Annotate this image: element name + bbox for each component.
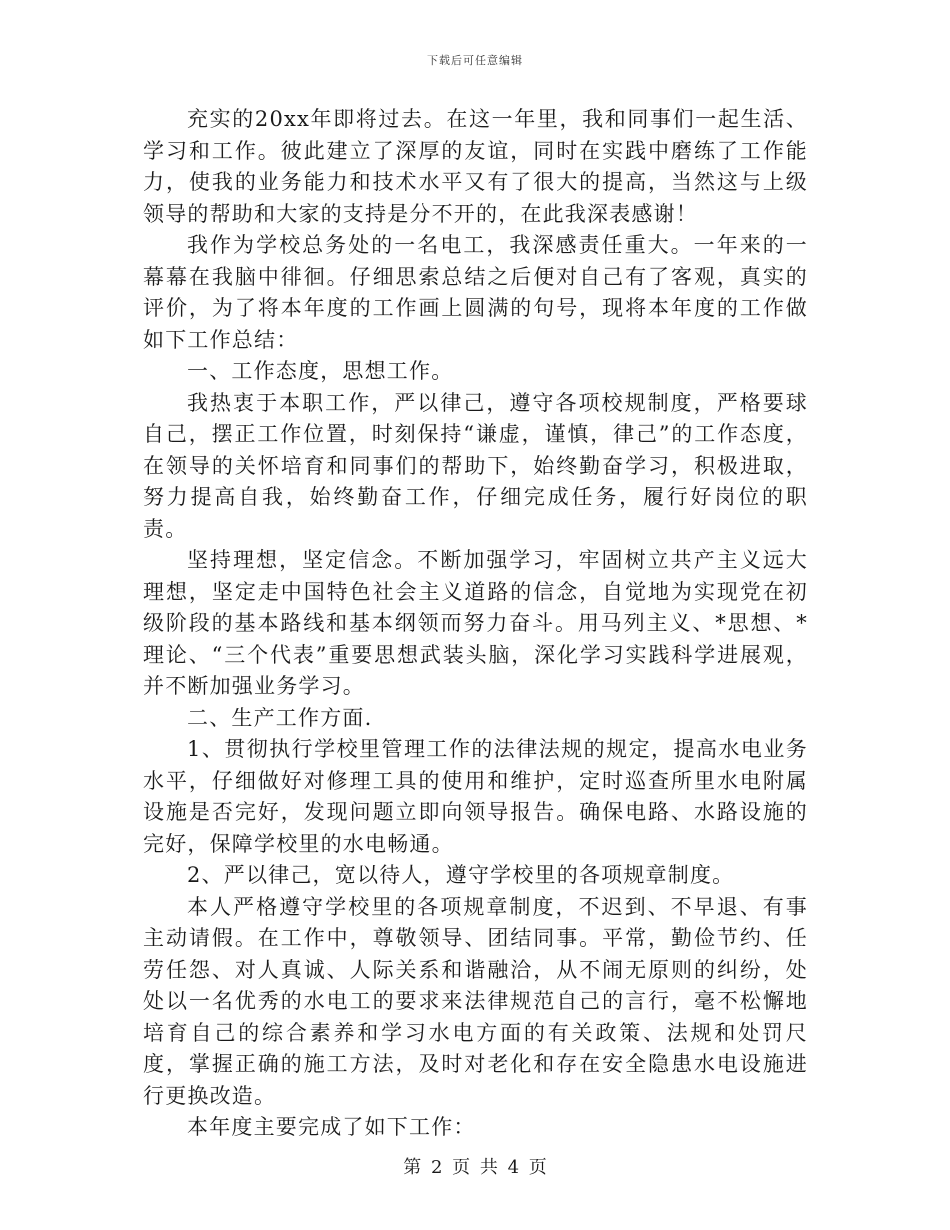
paragraph-ideals: 坚持理想，坚定信念。不断加强学习，牢固树立共产主义远大理想，坚定走中国特色社会主义道路的信念，自觉地为实现党在初级阶段的基本路线和基本纲领而努力奋斗。用马列主义、*思想、*理论、“三个代表”重要思想武装头脑，深化学习实践科学进展观，并不断加强业务学习。 [143,548,808,698]
list-item-2: 2、严以律己，宽以待人，遵守学校里的各项规章制度。 [187,863,735,887]
document-body [143,104,808,1144]
paragraph-work-done: 本年度主要完成了如下工作： [187,1115,476,1139]
section-heading-attitude: 一、工作态度，思想工作。 [187,359,454,383]
page-header: 下载后可任意编辑 [427,54,523,67]
section-heading-production: 二、生产工作方面. [187,705,373,730]
paragraph-role: 我作为学校总务处的一名电工，我深感责任重大。一年来的一幕幕在我脑中徘徊。仔细思索总结之后便对自己有了客观，真实的评价，为了将本年度的工作画上圆满的句号，现将本年度的工作做如下工作总结： [143,233,808,352]
paragraph-intro: 充实的20xx年即将过去。在这一年里，我和同事们一起生活、学习和工作。彼此建立了深厚的友谊，同时在实践中磨练了工作能力，使我的业务能力和技术水平又有了很大的提高，当然这与上级领导的帮助和大家的支持是分不开的，在此我深表感谢！ [143,107,808,226]
page-footer: 第 2 页 共 4 页 [403,1157,547,1178]
list-item-1: 1、贯彻执行学校里管理工作的法律法规的规定，提高水电业务水平，仔细做好对修理工具的使用和维护，定时巡查所里水电附属设施是否完好，发现问题立即向领导报告。确保电路、水路设施的完好，保障学校里的水电畅通。 [143,737,808,856]
paragraph-discipline: 本人严格遵守学校里的各项规章制度，不迟到、不早退、有事主动请假。在工作中，尊敬领导、团结同事。平常，勤俭节约、任劳任怨、对人真诚、人际关系和谐融洽，从不闹无原则的纠纷，处处以一名优秀的水电工的要求来法律规范自己的言行，毫不松懈地培育自己的综合素养和学习水电方面的有关政策、法规和处罚尺度，掌握正确的施工方法，及时对老化和存在安全隐患水电设施进行更换改造。 [143,894,808,1108]
paragraph-attitude: 我热衷于本职工作，严以律己，遵守各项校规制度，严格要球自己，摆正工作位置，时刻保持“谦虚，谨慎，律己”的工作态度，在领导的关怀培育和同事们的帮助下，始终勤奋学习，积极进取，努力提高自我，始终勤奋工作，仔细完成任务，履行好岗位的职责。 [143,390,808,541]
